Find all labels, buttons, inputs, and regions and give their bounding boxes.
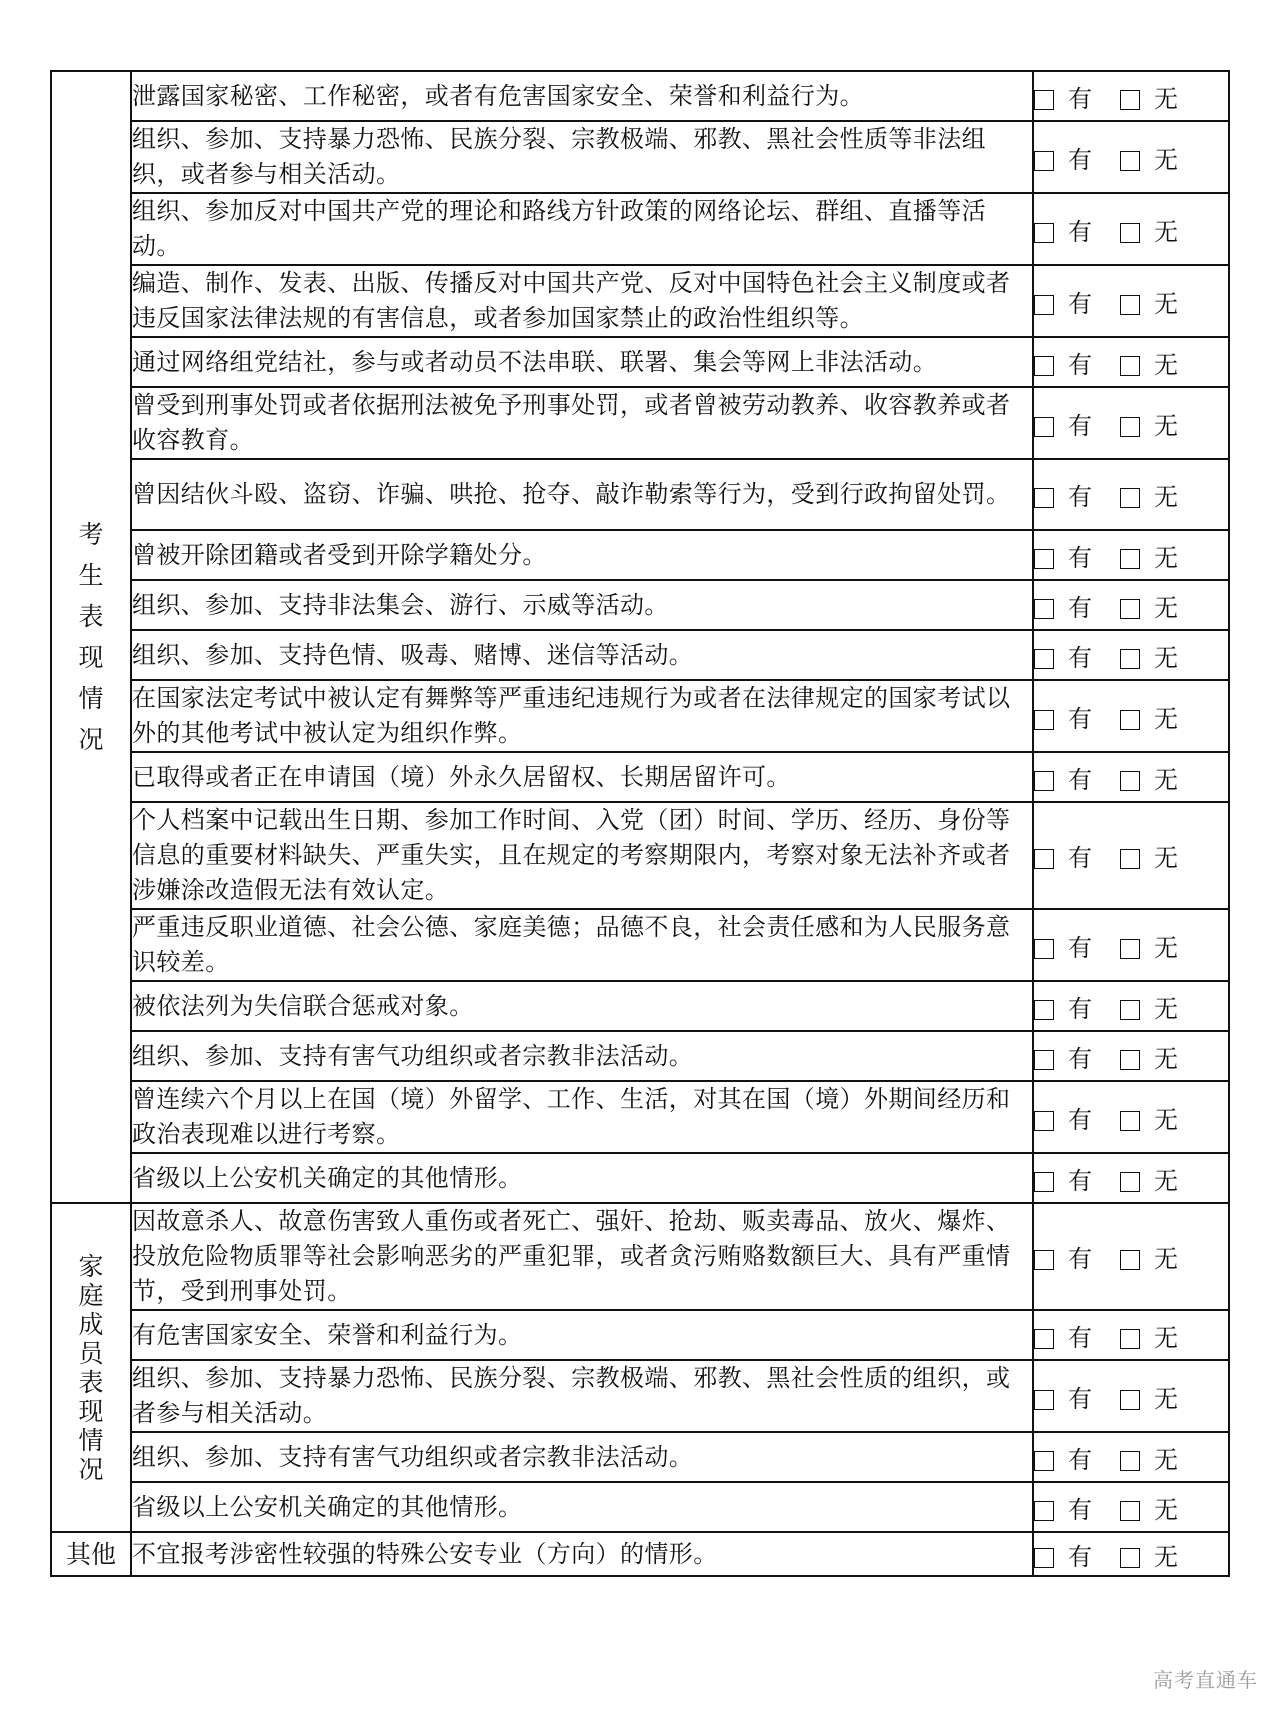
no-checkbox[interactable] bbox=[1120, 649, 1140, 669]
no-label: 无 bbox=[1154, 1166, 1178, 1195]
item-text: 因故意杀人、故意伤害致人重伤或者死亡、强奸、抢劫、贩卖毒品、放火、爆炸、投放危险物质罪等社会影响恶劣的严重犯罪，或者贪污贿赂数额巨大、具有严重情节，受到刑事处罚。 bbox=[131, 1203, 1033, 1310]
no-checkbox[interactable] bbox=[1120, 1329, 1140, 1349]
option-cell bbox=[1033, 680, 1229, 752]
option-cell bbox=[1033, 459, 1229, 530]
yes-checkbox[interactable] bbox=[1034, 1548, 1054, 1568]
yes-checkbox[interactable] bbox=[1034, 295, 1054, 315]
no-checkbox[interactable] bbox=[1120, 1172, 1140, 1192]
no-checkbox[interactable] bbox=[1120, 549, 1140, 569]
no-checkbox[interactable] bbox=[1120, 849, 1140, 869]
no-checkbox[interactable] bbox=[1120, 1451, 1140, 1471]
option-cell bbox=[1033, 530, 1229, 580]
no-checkbox[interactable] bbox=[1120, 939, 1140, 959]
form-row bbox=[51, 387, 1229, 459]
item-text: 省级以上公安机关确定的其他情形。 bbox=[131, 1482, 1033, 1532]
yes-label: 有 bbox=[1068, 411, 1092, 440]
yes-checkbox[interactable] bbox=[1034, 1000, 1054, 1020]
no-checkbox[interactable] bbox=[1120, 295, 1140, 315]
no-checkbox[interactable] bbox=[1120, 1390, 1140, 1410]
form-row bbox=[51, 337, 1229, 387]
yes-label: 有 bbox=[1068, 1166, 1092, 1195]
no-checkbox[interactable] bbox=[1120, 1000, 1140, 1020]
no-label: 无 bbox=[1154, 1384, 1178, 1413]
no-label: 无 bbox=[1154, 84, 1178, 113]
item-text: 泄露国家秘密、工作秘密，或者有危害国家安全、荣誉和利益行为。 bbox=[131, 71, 1033, 121]
no-label: 无 bbox=[1154, 1542, 1178, 1571]
section-label-text: 考 生 表 现 情 况 bbox=[78, 520, 104, 754]
yes-checkbox[interactable] bbox=[1034, 223, 1054, 243]
form-row bbox=[51, 193, 1229, 265]
item-text: 组织、参加反对中国共产党的理论和路线方针政策的网络论坛、群组、直播等活动。 bbox=[131, 193, 1033, 265]
yes-label: 有 bbox=[1068, 1384, 1092, 1413]
yes-checkbox[interactable] bbox=[1034, 1172, 1054, 1192]
no-checkbox[interactable] bbox=[1120, 771, 1140, 791]
section-label bbox=[51, 1532, 131, 1576]
yes-checkbox[interactable] bbox=[1034, 90, 1054, 110]
yes-checkbox[interactable] bbox=[1034, 1250, 1054, 1270]
no-label: 无 bbox=[1154, 593, 1178, 622]
no-label: 无 bbox=[1154, 994, 1178, 1023]
yes-checkbox[interactable] bbox=[1034, 939, 1054, 959]
no-label: 无 bbox=[1154, 765, 1178, 794]
option-cell bbox=[1033, 1031, 1229, 1081]
form-row bbox=[51, 981, 1229, 1031]
yes-checkbox[interactable] bbox=[1034, 1050, 1054, 1070]
form-row bbox=[51, 752, 1229, 802]
item-text: 编造、制作、发表、出版、传播反对中国共产党、反对中国特色社会主义制度或者违反国家法律法规的有害信息，或者参加国家禁止的政治性组织等。 bbox=[131, 265, 1033, 337]
yes-label: 有 bbox=[1068, 483, 1092, 511]
form-row bbox=[51, 1031, 1229, 1081]
no-label: 无 bbox=[1154, 1445, 1178, 1474]
no-label: 无 bbox=[1154, 844, 1178, 872]
form-row bbox=[51, 1360, 1229, 1432]
option-cell bbox=[1033, 337, 1229, 387]
item-text: 组织、参加、支持暴力恐怖、民族分裂、宗教极端、邪教、黑社会性质等非法组织，或者参与相关活动。 bbox=[131, 121, 1033, 193]
watermark: 高考直通车 bbox=[1153, 1668, 1258, 1692]
option-cell bbox=[1033, 387, 1229, 459]
item-text: 省级以上公安机关确定的其他情形。 bbox=[131, 1153, 1033, 1203]
form-row bbox=[51, 1203, 1229, 1310]
yes-label: 有 bbox=[1068, 593, 1092, 622]
yes-label: 有 bbox=[1068, 289, 1092, 318]
option-cell bbox=[1033, 71, 1229, 121]
option-cell bbox=[1033, 1360, 1229, 1432]
no-checkbox[interactable] bbox=[1120, 356, 1140, 376]
no-label: 无 bbox=[1154, 643, 1178, 672]
option-cell bbox=[1033, 1203, 1229, 1310]
yes-label: 有 bbox=[1068, 1245, 1092, 1273]
item-text: 在国家法定考试中被认定有舞弊等严重违纪违规行为或者在法律规定的国家考试以外的其他考试中被认定为组织作弊。 bbox=[131, 680, 1033, 752]
form-row bbox=[51, 1432, 1229, 1482]
option-cell bbox=[1033, 981, 1229, 1031]
option-cell bbox=[1033, 580, 1229, 630]
no-label: 无 bbox=[1154, 933, 1178, 962]
option-cell bbox=[1033, 630, 1229, 680]
form-row bbox=[51, 1310, 1229, 1360]
form-row bbox=[51, 680, 1229, 752]
form-row bbox=[51, 530, 1229, 580]
no-label: 无 bbox=[1154, 1245, 1178, 1273]
no-label: 无 bbox=[1154, 704, 1178, 733]
no-label: 无 bbox=[1154, 483, 1178, 511]
yes-label: 有 bbox=[1068, 933, 1092, 962]
yes-checkbox[interactable] bbox=[1034, 417, 1054, 437]
yes-label: 有 bbox=[1068, 217, 1092, 246]
yes-label: 有 bbox=[1068, 1044, 1092, 1073]
item-text: 严重违反职业道德、社会公德、家庭美德；品德不良，社会责任感和为人民服务意识较差。 bbox=[131, 909, 1033, 981]
option-cell bbox=[1033, 1532, 1229, 1576]
no-label: 无 bbox=[1154, 217, 1178, 246]
item-text: 组织、参加、支持色情、吸毒、赌博、迷信等活动。 bbox=[131, 630, 1033, 680]
yes-label: 有 bbox=[1068, 145, 1092, 174]
section-label-text: 其他 bbox=[65, 1539, 116, 1569]
form-row bbox=[51, 1081, 1229, 1153]
option-cell bbox=[1033, 909, 1229, 981]
yes-checkbox[interactable] bbox=[1034, 710, 1054, 730]
option-cell bbox=[1033, 802, 1229, 909]
no-label: 无 bbox=[1154, 145, 1178, 174]
section-label bbox=[51, 1203, 131, 1532]
no-checkbox[interactable] bbox=[1120, 417, 1140, 437]
item-text: 组织、参加、支持非法集会、游行、示威等活动。 bbox=[131, 580, 1033, 630]
yes-label: 有 bbox=[1068, 1445, 1092, 1474]
no-checkbox[interactable] bbox=[1120, 1250, 1140, 1270]
yes-label: 有 bbox=[1068, 643, 1092, 672]
form-row bbox=[51, 1153, 1229, 1203]
option-cell bbox=[1033, 752, 1229, 802]
yes-label: 有 bbox=[1068, 1105, 1092, 1134]
item-text: 个人档案中记载出生日期、参加工作时间、入党（团）时间、学历、经历、身份等信息的重要材料缺失、严重失实，且在规定的考察期限内，考察对象无法补齐或者涉嫌涂改造假无法有效认定。 bbox=[131, 802, 1033, 909]
form-row bbox=[51, 459, 1229, 530]
yes-checkbox[interactable] bbox=[1034, 1329, 1054, 1349]
yes-checkbox[interactable] bbox=[1034, 1390, 1054, 1410]
yes-label: 有 bbox=[1068, 1495, 1092, 1524]
item-text: 被依法列为失信联合惩戒对象。 bbox=[131, 981, 1033, 1031]
item-text: 组织、参加、支持有害气功组织或者宗教非法活动。 bbox=[131, 1031, 1033, 1081]
yes-label: 有 bbox=[1068, 1323, 1092, 1352]
yes-checkbox[interactable] bbox=[1034, 771, 1054, 791]
form-body bbox=[51, 71, 1229, 1576]
no-label: 无 bbox=[1154, 289, 1178, 318]
yes-checkbox[interactable] bbox=[1034, 549, 1054, 569]
section-label bbox=[51, 71, 131, 1203]
yes-checkbox[interactable] bbox=[1034, 1111, 1054, 1131]
option-cell bbox=[1033, 1432, 1229, 1482]
yes-checkbox[interactable] bbox=[1034, 599, 1054, 619]
item-text: 曾被开除团籍或者受到开除学籍处分。 bbox=[131, 530, 1033, 580]
yes-checkbox[interactable] bbox=[1034, 1501, 1054, 1521]
option-cell bbox=[1033, 121, 1229, 193]
item-text: 不宜报考涉密性较强的特殊公安专业（方向）的情形。 bbox=[131, 1532, 1033, 1576]
yes-label: 有 bbox=[1068, 1542, 1092, 1571]
item-text: 组织、参加、支持有害气功组织或者宗教非法活动。 bbox=[131, 1432, 1033, 1482]
item-text: 通过网络组党结社，参与或者动员不法串联、联署、集会等网上非法活动。 bbox=[131, 337, 1033, 387]
option-cell bbox=[1033, 1482, 1229, 1532]
option-cell bbox=[1033, 1081, 1229, 1153]
no-checkbox[interactable] bbox=[1120, 1111, 1140, 1131]
form-row bbox=[51, 580, 1229, 630]
section-label-text: 家 庭 成 员 表 现 情 况 bbox=[78, 1251, 104, 1484]
item-text: 已取得或者正在申请国（境）外永久居留权、长期居留许可。 bbox=[131, 752, 1033, 802]
yes-checkbox[interactable] bbox=[1034, 488, 1054, 508]
option-cell bbox=[1033, 265, 1229, 337]
item-text: 组织、参加、支持暴力恐怖、民族分裂、宗教极端、邪教、黑社会性质的组织，或者参与相关活动。 bbox=[131, 1360, 1033, 1432]
no-label: 无 bbox=[1154, 1495, 1178, 1524]
option-cell bbox=[1033, 1310, 1229, 1360]
yes-checkbox[interactable] bbox=[1034, 849, 1054, 869]
no-checkbox[interactable] bbox=[1120, 90, 1140, 110]
form-row bbox=[51, 1482, 1229, 1532]
no-label: 无 bbox=[1154, 1044, 1178, 1073]
item-text: 有危害国家安全、荣誉和利益行为。 bbox=[131, 1310, 1033, 1360]
form-row bbox=[51, 1532, 1229, 1576]
no-checkbox[interactable] bbox=[1120, 599, 1140, 619]
form-row bbox=[51, 121, 1229, 193]
item-text: 曾连续六个月以上在国（境）外留学、工作、生活，对其在国（境）外期间经历和政治表现难以进行考察。 bbox=[131, 1081, 1033, 1153]
no-checkbox[interactable] bbox=[1120, 151, 1140, 171]
form-row bbox=[51, 630, 1229, 680]
yes-checkbox[interactable] bbox=[1034, 1451, 1054, 1471]
yes-checkbox[interactable] bbox=[1034, 356, 1054, 376]
yes-label: 有 bbox=[1068, 765, 1092, 794]
yes-label: 有 bbox=[1068, 543, 1092, 572]
yes-label: 有 bbox=[1068, 844, 1092, 872]
yes-label: 有 bbox=[1068, 994, 1092, 1023]
yes-label: 有 bbox=[1068, 704, 1092, 733]
option-cell bbox=[1033, 193, 1229, 265]
no-label: 无 bbox=[1154, 1323, 1178, 1352]
form-row bbox=[51, 909, 1229, 981]
no-checkbox[interactable] bbox=[1120, 710, 1140, 730]
no-label: 无 bbox=[1154, 411, 1178, 440]
item-text: 曾受到刑事处罚或者依据刑法被免予刑事处罚，或者曾被劳动教养、收容教养或者收容教育。 bbox=[131, 387, 1033, 459]
form-row bbox=[51, 71, 1229, 121]
review-form-table bbox=[50, 70, 1230, 1577]
yes-checkbox[interactable] bbox=[1034, 151, 1054, 171]
no-label: 无 bbox=[1154, 543, 1178, 572]
form-row bbox=[51, 802, 1229, 909]
yes-label: 有 bbox=[1068, 350, 1092, 379]
no-label: 无 bbox=[1154, 350, 1178, 379]
yes-label: 有 bbox=[1068, 84, 1092, 113]
no-checkbox[interactable] bbox=[1120, 223, 1140, 243]
yes-checkbox[interactable] bbox=[1034, 649, 1054, 669]
item-text: 曾因结伙斗殴、盗窃、诈骗、哄抢、抢夺、敲诈勒索等行为，受到行政拘留处罚。 bbox=[131, 459, 1033, 530]
no-checkbox[interactable] bbox=[1120, 488, 1140, 508]
no-checkbox[interactable] bbox=[1120, 1548, 1140, 1568]
no-label: 无 bbox=[1154, 1105, 1178, 1134]
form-row bbox=[51, 265, 1229, 337]
no-checkbox[interactable] bbox=[1120, 1501, 1140, 1521]
no-checkbox[interactable] bbox=[1120, 1050, 1140, 1070]
option-cell bbox=[1033, 1153, 1229, 1203]
